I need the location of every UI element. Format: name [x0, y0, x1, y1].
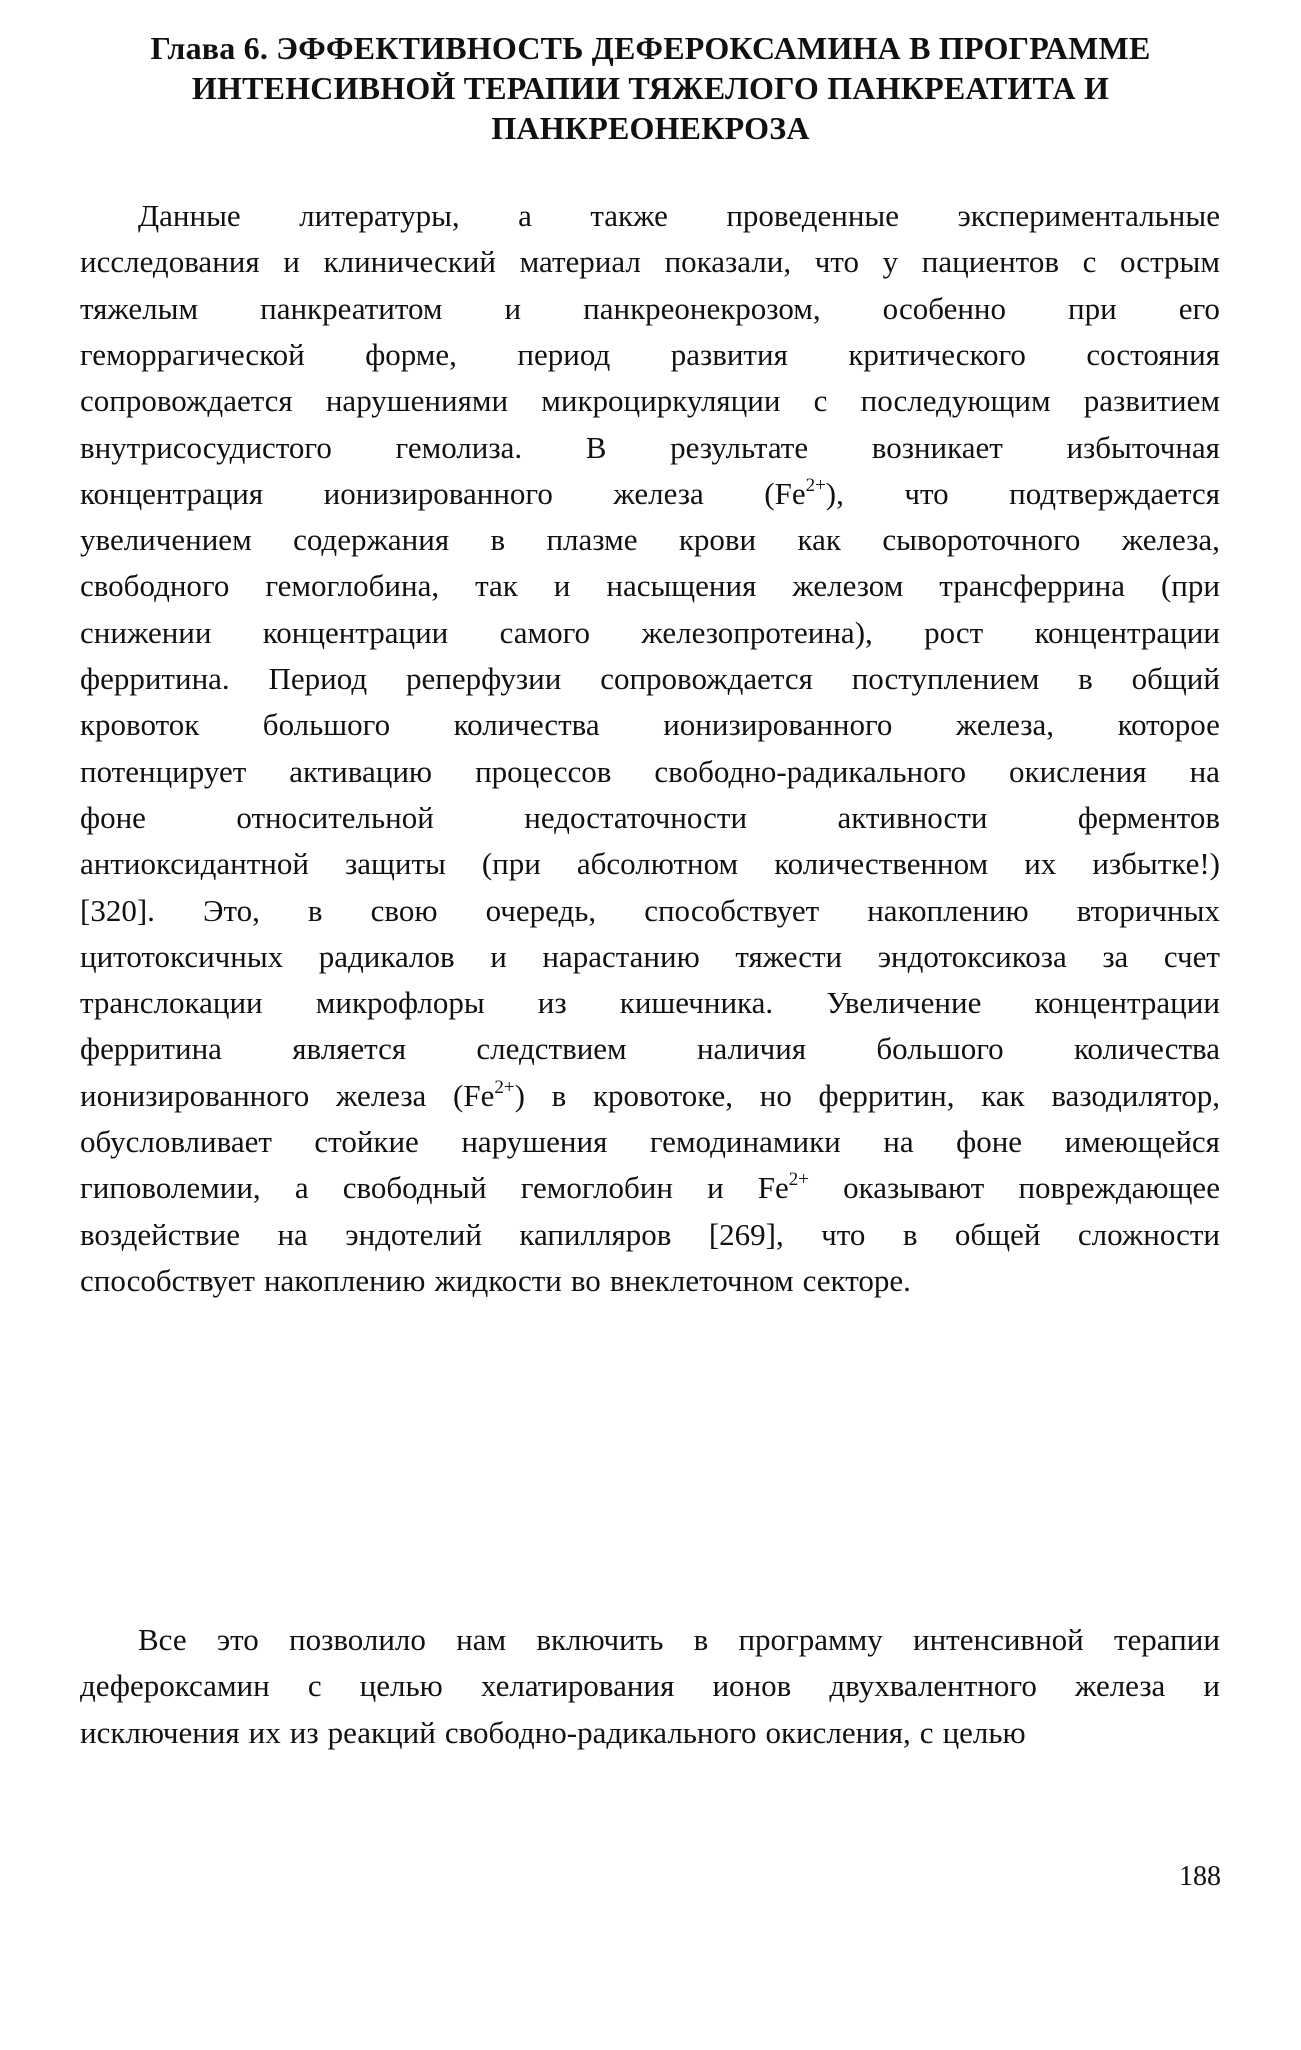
- paragraph-line: тяжелым панкреатитом и панкреонекрозом, особенно при его: [80, 290, 1220, 326]
- paragraph-line: воздействие на эндотелий капилляров [269], что в общей сложности: [80, 1216, 1220, 1252]
- chapter-title: [80, 28, 1221, 148]
- paragraph-line: цитотоксичных радикалов и нарастанию тяжести эндотоксикоза за счет: [80, 938, 1220, 974]
- paragraph-line: фоне относительной недостаточности активности ферментов: [80, 799, 1220, 835]
- paragraph-line: исключения их из реакций свободно-радикального окисления, с целью: [80, 1714, 1026, 1750]
- paragraph-line: антиоксидантной защиты (при абсолютном количественном их избытке!): [80, 846, 1220, 882]
- paragraph-line: гиповолемии, а свободный гемоглобин и $Fe^{2+}$ оказывают повреждающее: [80, 1169, 1220, 1206]
- paragraph-line: свободного гемоглобина, так и насыщения железом трансферрина (при: [80, 568, 1220, 604]
- paragraph-line: внутрисосудистого гемолиза. В результате возникает избыточная: [80, 429, 1220, 465]
- paragraph-line: геморрагической форме, период развития критического состояния: [80, 336, 1220, 372]
- paragraph-line: концентрация ионизированного железа $(Fe^{2+})$, что подтверждается: [80, 474, 1220, 511]
- paragraph-line: обусловливает стойкие нарушения гемодинамики на фоне имеющейся: [80, 1124, 1220, 1159]
- chapter-title-line: ПАНКРЕОНЕКРОЗА: [491, 110, 810, 146]
- paragraph-line: снижении концентрации самого железопротеина), рост концентрации: [80, 614, 1220, 650]
- paragraph-line: ферритина. Период реперфузии сопровождается поступлением в общий: [80, 661, 1220, 696]
- paragraph-line: кровоток большого количества ионизированного железа, которое: [80, 707, 1220, 743]
- paragraph-line: потенцирует активацию процессов свободно-радикального окисления на: [80, 753, 1220, 789]
- paragraph-line: сопровождается нарушениями микроциркуляции с последующим развитием: [80, 383, 1220, 419]
- paragraph-line: дефероксамин с целью хелатирования ионов двухвалентного железа и: [80, 1668, 1220, 1704]
- paragraph-line: Все это позволило нам включить в программу интенсивной терапии: [138, 1622, 1220, 1657]
- paragraph-line: способствует накоплению жидкости во внеклеточном секторе.: [80, 1262, 911, 1298]
- chapter-title-line: ИНТЕНСИВНОЙ ТЕРАПИИ ТЯЖЕЛОГО ПАНКРЕАТИТА И: [191, 70, 1110, 106]
- page-number: 188: [1179, 1861, 1221, 1892]
- paragraph-line: ферритина является следствием наличия большого количества: [80, 1031, 1220, 1067]
- paragraph-line: транслокации микрофлоры из кишечника. Увеличение концентрации: [80, 985, 1220, 1021]
- paragraph-line: Данные литературы, а также проведенные экспериментальные: [138, 198, 1220, 233]
- paragraph-line: исследования и клинический материал показали, что у пациентов с острым: [80, 244, 1220, 280]
- paragraph-line: [320]. Это, в свою очередь, способствует накоплению вторичных: [80, 892, 1220, 928]
- paragraph-line: увеличением содержания в плазме крови как сывороточного железа,: [80, 522, 1220, 558]
- paragraph-line: ионизированного железа $(Fe^{2+})$ в кровотоке, но ферритин, как вазодилятор,: [80, 1076, 1220, 1113]
- chapter-title-line: Глава 6. ЭФФЕКТИВНОСТЬ ДЕФЕРОКСАМИНА В ПРОГРАММЕ: [150, 30, 1151, 66]
